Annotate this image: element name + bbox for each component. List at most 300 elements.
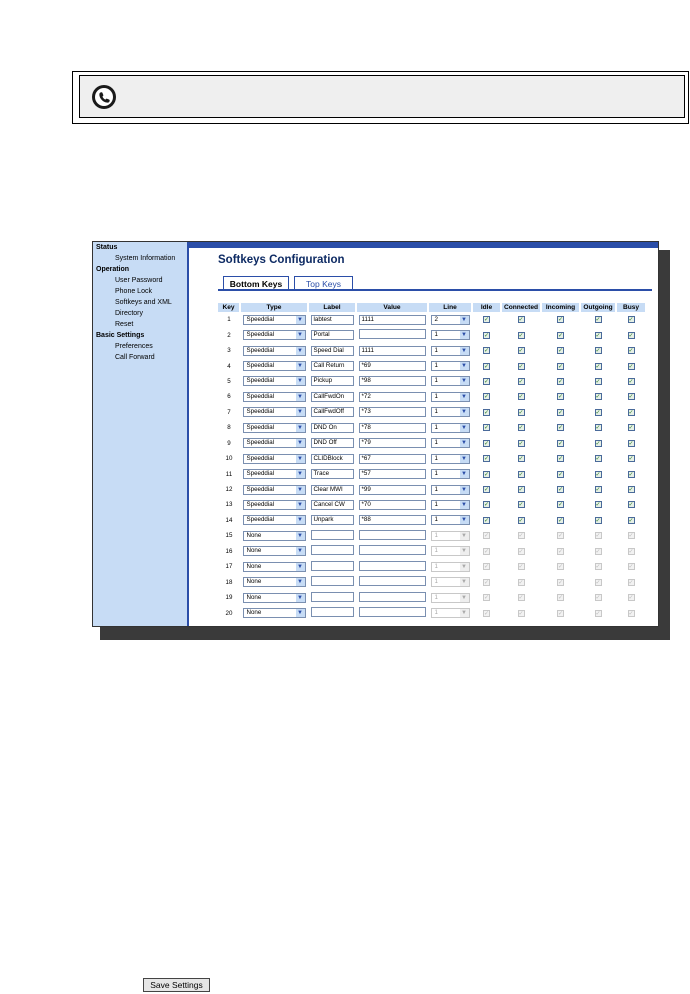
- incoming-cell: [541, 605, 580, 620]
- incoming-cell: [541, 574, 580, 589]
- connected-checkbox[interactable]: [518, 363, 525, 370]
- header-connected: Connected: [501, 303, 541, 312]
- checkmark-icon: ✓: [518, 533, 524, 540]
- label-input[interactable]: Pickup: [311, 376, 354, 386]
- sidebar-item[interactable]: Softkeys and XML: [115, 299, 172, 306]
- incoming-checkbox[interactable]: [557, 363, 564, 370]
- outgoing-checkbox[interactable]: [595, 393, 602, 400]
- busy-checkbox[interactable]: [628, 316, 635, 323]
- type-select-value: Speeddial: [246, 439, 275, 447]
- outgoing-checkbox[interactable]: [595, 378, 602, 385]
- key-number: 20: [225, 609, 233, 617]
- type-select-value: Speeddial: [246, 362, 275, 370]
- value-input[interactable]: [359, 561, 426, 571]
- incoming-checkbox[interactable]: [557, 347, 564, 354]
- type-select[interactable]: [243, 593, 306, 603]
- connected-cell: [501, 559, 541, 574]
- header-outgoing: Outgoing: [580, 303, 616, 312]
- value-input[interactable]: [359, 576, 426, 586]
- checkmark-icon: ✓: [484, 579, 490, 586]
- busy-checkbox: [628, 563, 635, 570]
- outgoing-checkbox[interactable]: [595, 501, 602, 508]
- value-input[interactable]: *78: [359, 423, 426, 433]
- line-select-value: 1: [434, 454, 438, 462]
- idle-checkbox[interactable]: [483, 393, 490, 400]
- idle-checkbox[interactable]: [483, 316, 490, 323]
- checkmark-icon: ✓: [484, 487, 490, 494]
- idle-cell: [472, 590, 501, 605]
- idle-checkbox[interactable]: [483, 409, 490, 416]
- checkmark-icon: ✓: [518, 363, 524, 370]
- type-cell: [240, 451, 308, 466]
- value-input[interactable]: *73: [359, 407, 426, 417]
- idle-checkbox[interactable]: [483, 471, 490, 478]
- line-select[interactable]: [431, 515, 470, 525]
- checkmark-icon: ✓: [595, 487, 601, 494]
- connected-cell: [501, 451, 541, 466]
- line-cell: [428, 374, 472, 389]
- incoming-cell: [541, 343, 580, 358]
- value-cell: [356, 513, 428, 528]
- sidebar-item[interactable]: Preferences: [115, 343, 153, 350]
- incoming-checkbox[interactable]: [557, 378, 564, 385]
- line-select-value: 1: [434, 547, 438, 555]
- connected-checkbox[interactable]: [518, 455, 525, 462]
- line-select[interactable]: [431, 454, 470, 464]
- value-input[interactable]: *57: [359, 469, 426, 479]
- label-input[interactable]: [311, 561, 354, 571]
- label-input[interactable]: [311, 530, 354, 540]
- connected-checkbox[interactable]: [518, 409, 525, 416]
- incoming-checkbox[interactable]: [557, 455, 564, 462]
- incoming-cell: [541, 358, 580, 373]
- outgoing-checkbox: [595, 548, 602, 555]
- connected-checkbox[interactable]: [518, 517, 525, 524]
- table-row: [218, 343, 646, 358]
- label-input[interactable]: Clear MWI: [311, 485, 354, 495]
- outgoing-cell: [580, 574, 616, 589]
- idle-checkbox[interactable]: [483, 517, 490, 524]
- checkmark-icon: ✓: [558, 317, 564, 324]
- line-select[interactable]: [431, 469, 470, 479]
- label-input[interactable]: [311, 592, 354, 602]
- idle-checkbox[interactable]: [483, 424, 490, 431]
- type-select[interactable]: [243, 485, 306, 495]
- chevron-down-icon: ▼: [461, 501, 467, 508]
- chevron-down-icon: ▼: [297, 347, 303, 354]
- outgoing-checkbox[interactable]: [595, 332, 602, 339]
- busy-checkbox[interactable]: [628, 501, 635, 508]
- table-row: [218, 358, 646, 373]
- connected-cell: [501, 528, 541, 543]
- value-input[interactable]: [359, 545, 426, 555]
- checkmark-icon: ✓: [628, 440, 634, 447]
- label-input[interactable]: [311, 607, 354, 617]
- outgoing-cell: [580, 374, 616, 389]
- value-input[interactable]: *67: [359, 454, 426, 464]
- chevron-down-icon: ▼: [297, 501, 303, 508]
- incoming-checkbox[interactable]: [557, 486, 564, 493]
- checkmark-icon: ✓: [518, 610, 524, 617]
- busy-checkbox[interactable]: [628, 440, 635, 447]
- type-select-value: None: [246, 562, 262, 570]
- checkmark-icon: ✓: [558, 533, 564, 540]
- chevron-down-icon: ▼: [461, 393, 467, 400]
- connected-checkbox[interactable]: [518, 486, 525, 493]
- type-cell: [240, 544, 308, 559]
- idle-checkbox[interactable]: [483, 501, 490, 508]
- connected-checkbox[interactable]: [518, 471, 525, 478]
- incoming-checkbox[interactable]: [557, 517, 564, 524]
- idle-cell: [472, 436, 501, 451]
- label-cell: [308, 513, 356, 528]
- busy-checkbox[interactable]: [628, 486, 635, 493]
- idle-checkbox[interactable]: [483, 440, 490, 447]
- type-select[interactable]: [243, 361, 306, 371]
- incoming-checkbox[interactable]: [557, 332, 564, 339]
- type-select[interactable]: [243, 438, 306, 448]
- sidebar-item[interactable]: Directory: [115, 310, 144, 317]
- incoming-cell: [541, 374, 580, 389]
- connected-checkbox[interactable]: [518, 332, 525, 339]
- outgoing-checkbox[interactable]: [595, 471, 602, 478]
- type-select[interactable]: [243, 376, 306, 386]
- checkmark-icon: ✓: [628, 348, 634, 355]
- line-select[interactable]: [431, 346, 470, 356]
- header-busy: Busy: [616, 303, 646, 312]
- label-input[interactable]: [311, 545, 354, 555]
- line-select[interactable]: [431, 407, 470, 417]
- line-select[interactable]: [431, 438, 470, 448]
- label-input[interactable]: CallFwdOn: [311, 392, 354, 402]
- outgoing-checkbox: [595, 594, 602, 601]
- checkmark-icon: ✓: [595, 595, 601, 602]
- type-select-value: None: [246, 593, 262, 601]
- checkmark-icon: ✓: [595, 317, 601, 324]
- type-select[interactable]: [243, 346, 306, 356]
- outgoing-checkbox: [595, 532, 602, 539]
- checkmark-icon: ✓: [484, 471, 490, 478]
- line-cell: [428, 420, 472, 435]
- type-select[interactable]: [243, 315, 306, 325]
- checkmark-icon: ✓: [518, 517, 524, 524]
- line-cell: [428, 312, 472, 327]
- outgoing-cell: [580, 327, 616, 342]
- value-input[interactable]: *69: [359, 361, 426, 371]
- label-input[interactable]: Cancel CW: [311, 500, 354, 510]
- connected-checkbox[interactable]: [518, 378, 525, 385]
- incoming-checkbox[interactable]: [557, 501, 564, 508]
- value-input[interactable]: [359, 530, 426, 540]
- busy-cell: [616, 497, 646, 512]
- label-input[interactable]: DND Off: [311, 438, 354, 448]
- value-input[interactable]: *88: [359, 515, 426, 525]
- value-input[interactable]: [359, 329, 426, 339]
- connected-cell: [501, 389, 541, 404]
- outgoing-checkbox[interactable]: [595, 486, 602, 493]
- busy-checkbox[interactable]: [628, 471, 635, 478]
- type-select[interactable]: [243, 454, 306, 464]
- label-input[interactable]: CLIDBlock: [311, 454, 354, 464]
- connected-cell: [501, 513, 541, 528]
- label-cell: [308, 590, 356, 605]
- value-cell: [356, 605, 428, 620]
- type-select-value: Speeddial: [246, 408, 275, 416]
- incoming-checkbox[interactable]: [557, 409, 564, 416]
- idle-checkbox[interactable]: [483, 347, 490, 354]
- incoming-checkbox[interactable]: [557, 440, 564, 447]
- header-line: Line: [428, 303, 472, 312]
- header-label: Label: [308, 303, 356, 312]
- value-input[interactable]: *99: [359, 485, 426, 495]
- line-select[interactable]: [431, 376, 470, 386]
- connected-checkbox: [518, 579, 525, 586]
- checkmark-icon: ✓: [595, 579, 601, 586]
- value-cell: [356, 343, 428, 358]
- outgoing-cell: [580, 420, 616, 435]
- outgoing-cell: [580, 389, 616, 404]
- outgoing-checkbox: [595, 610, 602, 617]
- type-cell: [240, 420, 308, 435]
- label-input[interactable]: labtest: [311, 315, 354, 325]
- incoming-checkbox[interactable]: [557, 316, 564, 323]
- value-input[interactable]: *79: [359, 438, 426, 448]
- sidebar-item[interactable]: System Information: [115, 255, 176, 262]
- outgoing-checkbox[interactable]: [595, 409, 602, 416]
- line-select[interactable]: [431, 500, 470, 510]
- type-select[interactable]: [243, 330, 306, 340]
- outgoing-cell: [580, 482, 616, 497]
- label-input[interactable]: Trace: [311, 469, 354, 479]
- type-select[interactable]: [243, 469, 306, 479]
- table-row: [218, 405, 646, 420]
- checkmark-icon: ✓: [558, 502, 564, 509]
- busy-checkbox[interactable]: [628, 409, 635, 416]
- checkmark-icon: ✓: [518, 471, 524, 478]
- checkmark-icon: ✓: [558, 610, 564, 617]
- checkmark-icon: ✓: [518, 348, 524, 355]
- busy-checkbox[interactable]: [628, 363, 635, 370]
- idle-cell: [472, 559, 501, 574]
- checkmark-icon: ✓: [628, 332, 634, 339]
- outgoing-checkbox[interactable]: [595, 347, 602, 354]
- incoming-checkbox[interactable]: [557, 471, 564, 478]
- line-select-value: 1: [434, 609, 438, 617]
- label-cell: [308, 327, 356, 342]
- label-input[interactable]: CallFwdOff: [311, 407, 354, 417]
- checkmark-icon: ✓: [558, 564, 564, 571]
- connected-checkbox[interactable]: [518, 424, 525, 431]
- busy-checkbox[interactable]: [628, 332, 635, 339]
- type-cell: [240, 389, 308, 404]
- line-select[interactable]: [431, 392, 470, 402]
- sidebar-item[interactable]: User Password: [115, 277, 163, 284]
- outgoing-cell: [580, 544, 616, 559]
- type-select-value: Speeddial: [246, 377, 275, 385]
- chevron-down-icon: ▼: [297, 363, 303, 370]
- checkmark-icon: ✓: [484, 440, 490, 447]
- type-select[interactable]: [243, 577, 306, 587]
- value-input[interactable]: [359, 607, 426, 617]
- line-cell: [428, 466, 472, 481]
- checkmark-icon: ✓: [518, 332, 524, 339]
- checkmark-icon: ✓: [628, 456, 634, 463]
- checkmark-icon: ✓: [595, 363, 601, 370]
- incoming-checkbox: [557, 548, 564, 555]
- key-number: 1: [227, 316, 231, 324]
- save-settings-button[interactable]: Save Settings: [143, 978, 210, 992]
- busy-checkbox[interactable]: [628, 393, 635, 400]
- value-input[interactable]: 1111: [359, 315, 426, 325]
- value-cell: [356, 559, 428, 574]
- busy-checkbox[interactable]: [628, 517, 635, 524]
- type-select[interactable]: [243, 608, 306, 618]
- line-select[interactable]: [431, 485, 470, 495]
- line-select-value: 1: [434, 516, 438, 524]
- value-input[interactable]: 1111: [359, 346, 426, 356]
- chevron-down-icon: ▼: [297, 517, 303, 524]
- checkmark-icon: ✓: [595, 517, 601, 524]
- busy-cell: [616, 358, 646, 373]
- busy-checkbox[interactable]: [628, 424, 635, 431]
- value-input[interactable]: *72: [359, 392, 426, 402]
- idle-checkbox[interactable]: [483, 486, 490, 493]
- chevron-down-icon: ▼: [297, 332, 303, 339]
- label-input[interactable]: Portal: [311, 330, 354, 340]
- key-number: 9: [227, 439, 231, 447]
- key-number: 12: [225, 486, 233, 494]
- outgoing-checkbox[interactable]: [595, 424, 602, 431]
- table-row: [218, 466, 646, 481]
- type-select[interactable]: [243, 500, 306, 510]
- sidebar-item[interactable]: Phone Lock: [115, 288, 152, 295]
- chevron-down-icon: ▼: [297, 471, 303, 478]
- type-select-value: Speeddial: [246, 423, 275, 431]
- label-input[interactable]: Unpark: [311, 515, 354, 525]
- checkmark-icon: ✓: [518, 564, 524, 571]
- type-select[interactable]: [243, 515, 306, 525]
- key-number: 2: [227, 331, 231, 339]
- checkmark-icon: ✓: [628, 610, 634, 617]
- chevron-down-icon: ▼: [297, 532, 303, 539]
- checkmark-icon: ✓: [558, 548, 564, 555]
- value-cell: [356, 451, 428, 466]
- chevron-down-icon: ▼: [297, 393, 303, 400]
- value-input[interactable]: [359, 592, 426, 602]
- line-select[interactable]: [431, 330, 470, 340]
- table-row: [218, 497, 646, 512]
- tab-bottom-keys[interactable]: Bottom Keys: [223, 276, 289, 290]
- label-cell: [308, 389, 356, 404]
- outgoing-checkbox[interactable]: [595, 363, 602, 370]
- checkmark-icon: ✓: [558, 579, 564, 586]
- connected-checkbox[interactable]: [518, 347, 525, 354]
- label-input[interactable]: DND On: [311, 423, 354, 433]
- idle-cell: [472, 574, 501, 589]
- checkmark-icon: ✓: [628, 317, 634, 324]
- line-cell: [428, 590, 472, 605]
- checkmark-icon: ✓: [484, 409, 490, 416]
- label-input[interactable]: Call Return: [311, 361, 354, 371]
- idle-checkbox[interactable]: [483, 332, 490, 339]
- outgoing-cell: [580, 513, 616, 528]
- chevron-down-icon: ▼: [297, 579, 303, 586]
- key-number: 15: [225, 532, 233, 540]
- tab-top-keys[interactable]: Top Keys: [294, 276, 353, 290]
- outgoing-checkbox: [595, 563, 602, 570]
- idle-cell: [472, 389, 501, 404]
- label-cell: [308, 466, 356, 481]
- value-input[interactable]: *98: [359, 376, 426, 386]
- busy-cell: [616, 605, 646, 620]
- busy-cell: [616, 312, 646, 327]
- idle-checkbox[interactable]: [483, 363, 490, 370]
- idle-checkbox[interactable]: [483, 378, 490, 385]
- busy-checkbox[interactable]: [628, 455, 635, 462]
- outgoing-checkbox[interactable]: [595, 440, 602, 447]
- type-cell: [240, 559, 308, 574]
- type-select-value: Speeddial: [246, 331, 275, 339]
- line-cell: [428, 544, 472, 559]
- sidebar-item[interactable]: Reset: [115, 321, 134, 328]
- checkmark-icon: ✓: [484, 317, 490, 324]
- table-header-row: [218, 303, 646, 312]
- chevron-down-icon: ▼: [461, 563, 467, 570]
- line-select[interactable]: [431, 315, 470, 325]
- chevron-down-icon: ▼: [461, 517, 467, 524]
- type-select[interactable]: [243, 546, 306, 556]
- connected-checkbox[interactable]: [518, 393, 525, 400]
- outgoing-checkbox[interactable]: [595, 517, 602, 524]
- incoming-checkbox[interactable]: [557, 424, 564, 431]
- incoming-cell: [541, 312, 580, 327]
- value-input[interactable]: *70: [359, 500, 426, 510]
- type-select[interactable]: [243, 407, 306, 417]
- checkmark-icon: ✓: [558, 471, 564, 478]
- idle-cell: [472, 405, 501, 420]
- label-input[interactable]: [311, 576, 354, 586]
- type-cell: [240, 327, 308, 342]
- type-cell: [240, 497, 308, 512]
- type-select[interactable]: [243, 423, 306, 433]
- line-select[interactable]: [431, 423, 470, 433]
- type-select[interactable]: [243, 531, 306, 541]
- line-select[interactable]: [431, 361, 470, 371]
- busy-checkbox[interactable]: [628, 347, 635, 354]
- type-select[interactable]: [243, 392, 306, 402]
- busy-checkbox[interactable]: [628, 378, 635, 385]
- type-select[interactable]: [243, 562, 306, 572]
- outgoing-checkbox[interactable]: [595, 316, 602, 323]
- incoming-checkbox[interactable]: [557, 393, 564, 400]
- connected-checkbox[interactable]: [518, 316, 525, 323]
- line-select: [431, 608, 470, 618]
- idle-checkbox[interactable]: [483, 455, 490, 462]
- label-input[interactable]: Speed Dial: [311, 346, 354, 356]
- connected-checkbox[interactable]: [518, 501, 525, 508]
- sidebar-item[interactable]: Call Forward: [115, 354, 155, 361]
- checkmark-icon: ✓: [484, 564, 490, 571]
- type-select-value: Speeddial: [246, 485, 275, 493]
- outgoing-checkbox[interactable]: [595, 455, 602, 462]
- idle-cell: [472, 327, 501, 342]
- type-select-value: None: [246, 609, 262, 617]
- checkmark-icon: ✓: [518, 548, 524, 555]
- connected-checkbox[interactable]: [518, 440, 525, 447]
- checkmark-icon: ✓: [628, 487, 634, 494]
- connected-checkbox: [518, 563, 525, 570]
- checkmark-icon: ✓: [518, 502, 524, 509]
